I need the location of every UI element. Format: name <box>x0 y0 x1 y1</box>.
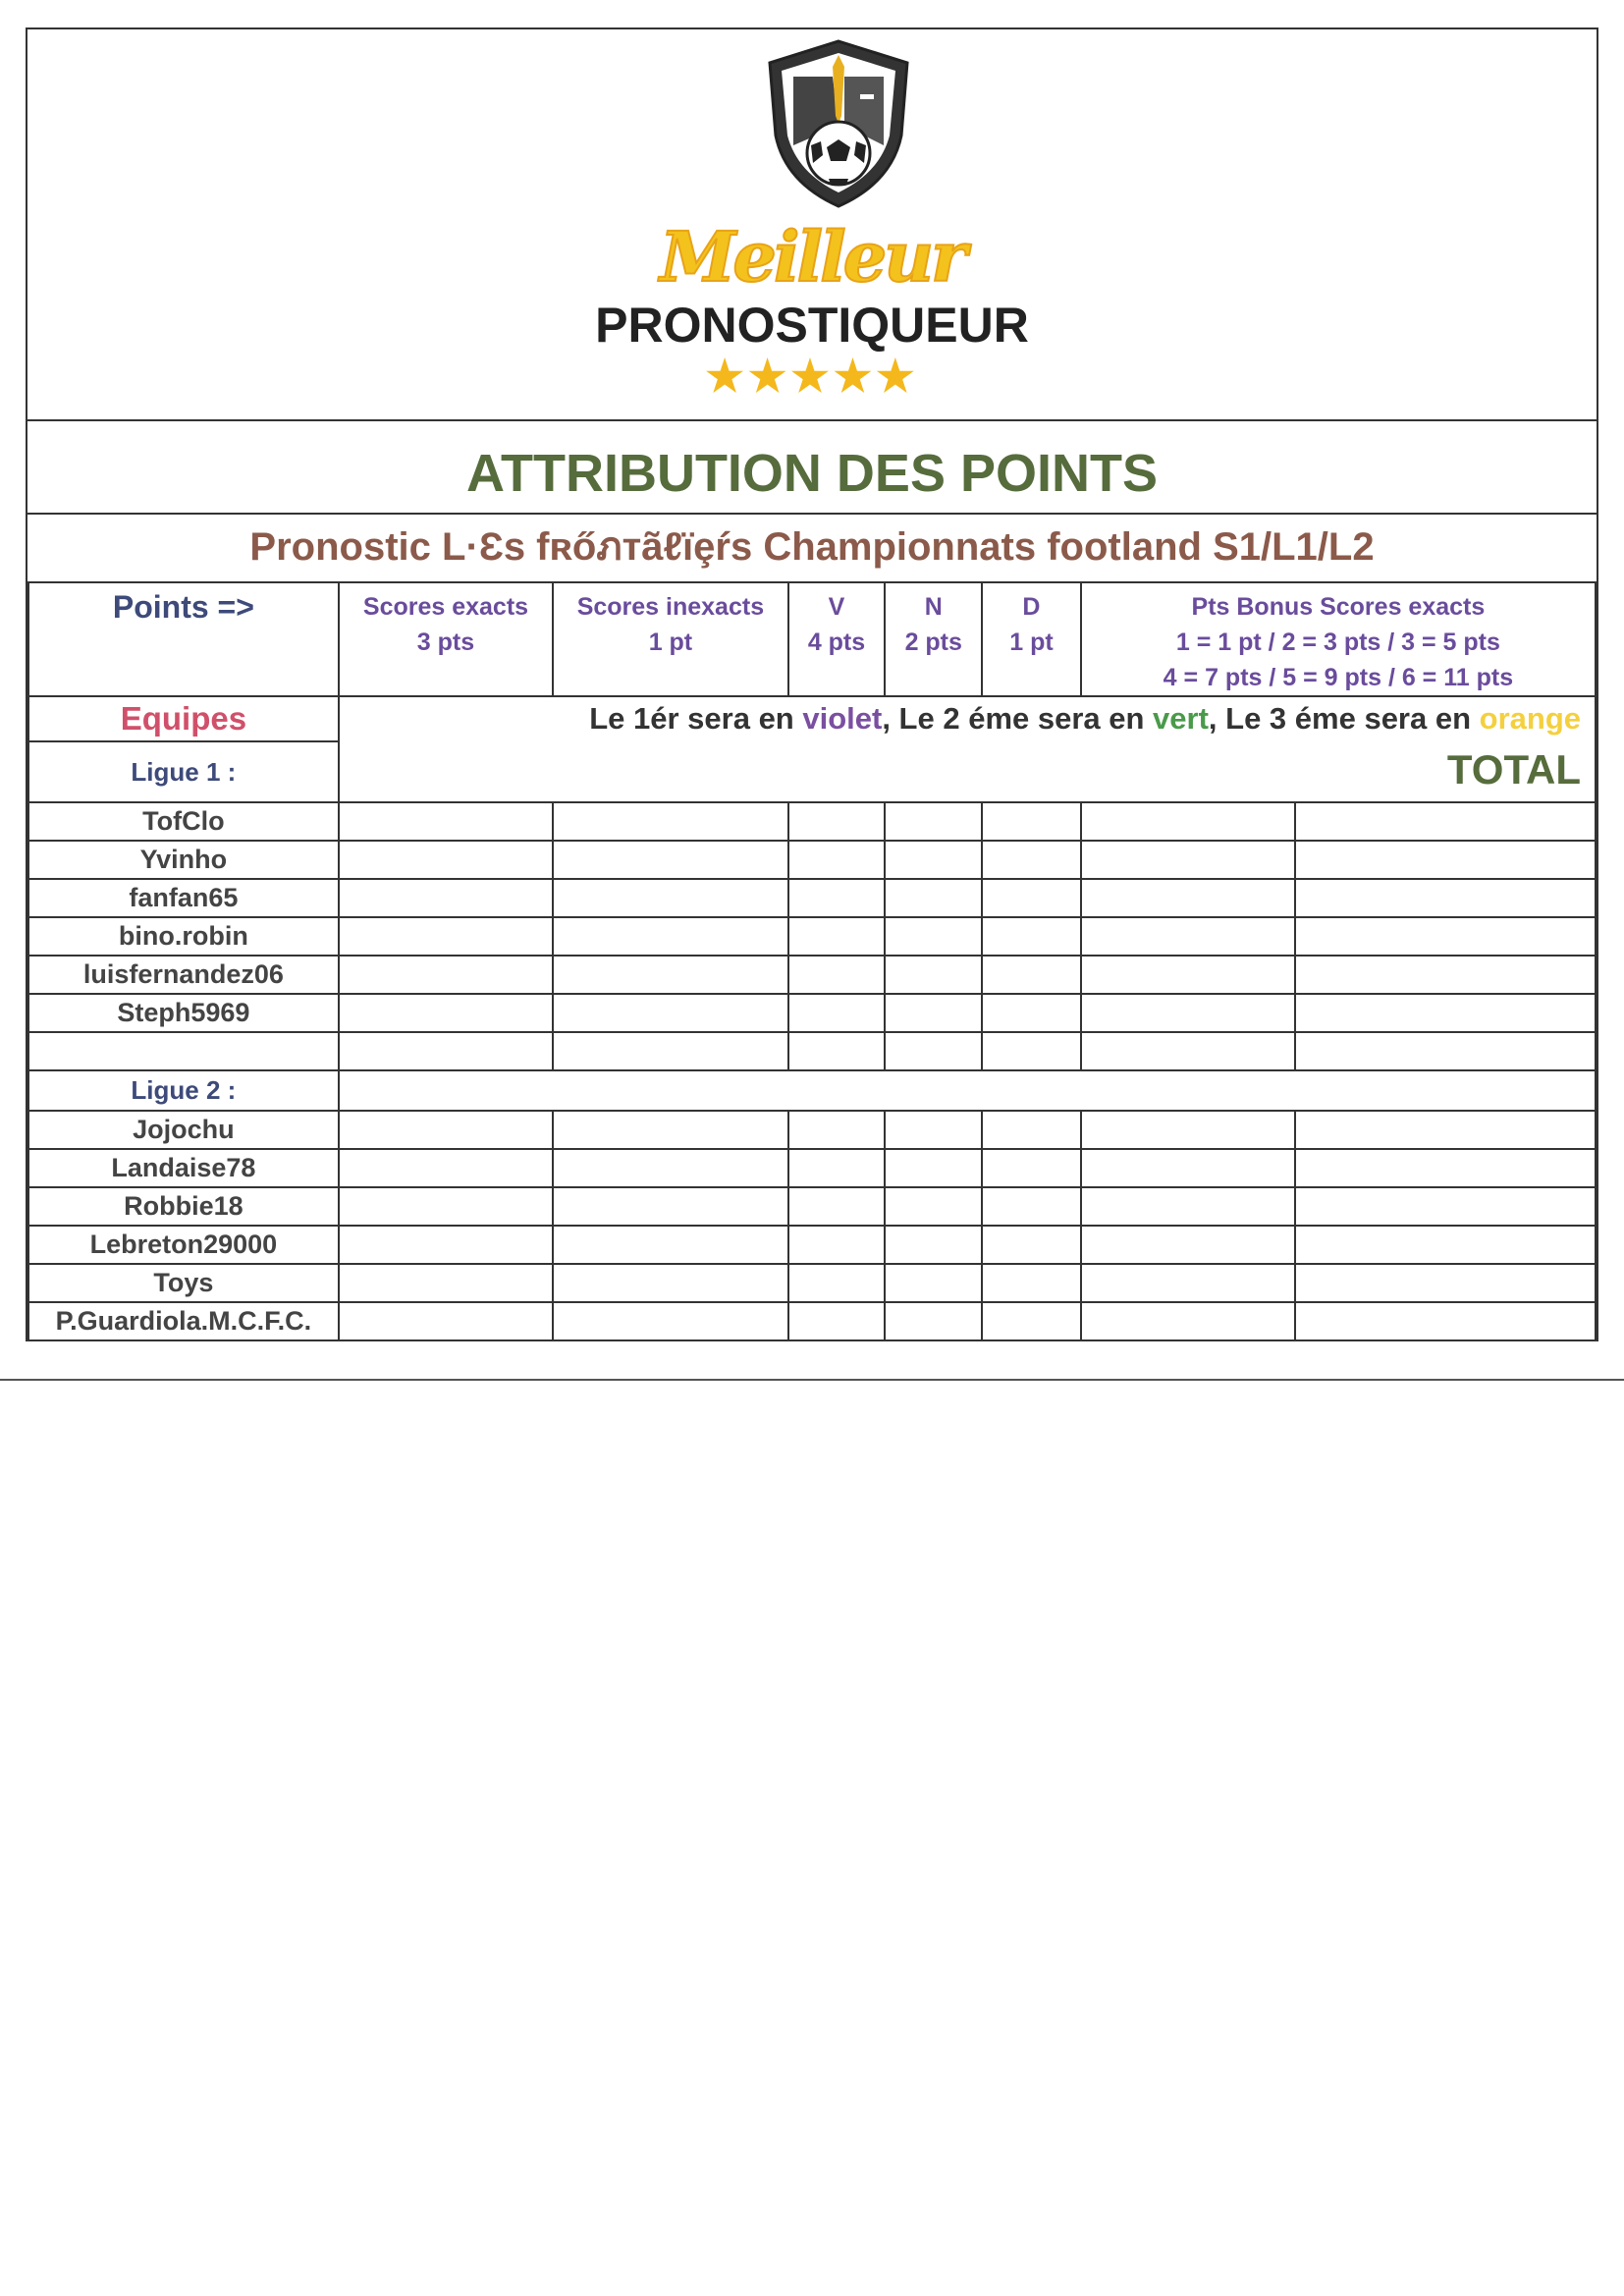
legend-orange: orange <box>1479 701 1581 736</box>
score-cell[interactable] <box>885 1302 982 1340</box>
header-pts: 1 pt <box>648 629 693 656</box>
score-cell[interactable] <box>982 1149 1081 1187</box>
table-row <box>28 1149 1596 1187</box>
score-cell[interactable] <box>788 1111 886 1149</box>
score-cell[interactable] <box>885 879 982 917</box>
score-cell[interactable] <box>553 1187 787 1226</box>
score-cell[interactable] <box>885 956 982 994</box>
table-row <box>28 994 1596 1032</box>
header-pts: 3 pts <box>416 629 475 656</box>
table-row <box>28 917 1596 956</box>
player-name: Landaise78 <box>28 1149 339 1187</box>
header-row <box>28 582 1596 696</box>
score-cell[interactable] <box>339 1149 553 1187</box>
table-row <box>28 802 1596 841</box>
score-cell[interactable] <box>1295 879 1596 917</box>
score-cell[interactable] <box>982 879 1081 917</box>
equipes-row <box>28 696 1596 741</box>
score-cell[interactable] <box>885 1264 982 1302</box>
header-pts: 1 pt <box>1009 629 1054 656</box>
score-cell[interactable] <box>1295 802 1596 841</box>
score-cell[interactable] <box>788 994 886 1032</box>
player-name: Toys <box>28 1264 339 1302</box>
player-name: luisfernandez06 <box>28 956 339 994</box>
shield-football-icon <box>764 37 913 209</box>
score-cell[interactable] <box>885 1149 982 1187</box>
score-cell[interactable] <box>885 994 982 1032</box>
score-cell[interactable] <box>339 1264 553 1302</box>
score-cell[interactable] <box>553 917 787 956</box>
score-cell[interactable] <box>553 1111 787 1149</box>
table-row <box>28 1264 1596 1302</box>
player-name: Lebreton29000 <box>28 1226 339 1264</box>
score-cell[interactable] <box>982 917 1081 956</box>
score-cell[interactable] <box>1081 1264 1295 1302</box>
score-cell[interactable] <box>1295 1032 1596 1070</box>
table-row <box>28 1187 1596 1226</box>
score-cell[interactable] <box>339 841 553 879</box>
score-cell[interactable] <box>788 1187 886 1226</box>
header-pts: 2 pts <box>904 629 962 656</box>
score-cell[interactable] <box>788 879 886 917</box>
legend-text: Le 1ér sera en <box>589 701 803 736</box>
score-cell[interactable] <box>788 1302 886 1340</box>
score-cell[interactable] <box>339 879 553 917</box>
score-cell[interactable] <box>1295 917 1596 956</box>
score-cell[interactable] <box>982 1111 1081 1149</box>
score-cell[interactable] <box>1295 841 1596 879</box>
score-cell[interactable] <box>553 1302 787 1340</box>
score-cell[interactable] <box>1081 802 1295 841</box>
player-name: Steph5969 <box>28 994 339 1032</box>
bonus-line: 4 = 7 pts / 5 = 9 pts / 6 = 11 pts <box>1163 664 1514 691</box>
score-cell[interactable] <box>553 994 787 1032</box>
score-cell[interactable] <box>885 1187 982 1226</box>
score-cell[interactable] <box>553 879 787 917</box>
score-cell[interactable] <box>885 1111 982 1149</box>
scoring-sheet <box>26 27 1598 1341</box>
score-cell[interactable] <box>553 1149 787 1187</box>
table-row <box>28 1302 1596 1340</box>
ligue2-spacer <box>339 1070 1596 1111</box>
table-row <box>28 956 1596 994</box>
table-row <box>28 1032 1596 1070</box>
logo <box>27 29 1597 419</box>
score-cell[interactable] <box>339 1187 553 1226</box>
score-cell[interactable] <box>553 1264 787 1302</box>
score-cell[interactable] <box>885 1226 982 1264</box>
header-scores-inexacts <box>553 582 787 696</box>
legend-text: , Le 2 éme sera en <box>882 701 1154 736</box>
score-cell[interactable] <box>982 1302 1081 1340</box>
score-cell[interactable] <box>1295 956 1596 994</box>
bonus-line: 1 = 1 pt / 2 = 3 pts / 3 = 5 pts <box>1175 629 1500 656</box>
score-cell[interactable] <box>982 1187 1081 1226</box>
player-name: bino.robin <box>28 917 339 956</box>
score-cell[interactable] <box>788 956 886 994</box>
header-n <box>885 582 982 696</box>
score-cell[interactable] <box>982 994 1081 1032</box>
score-cell[interactable] <box>1295 1187 1596 1226</box>
score-cell[interactable] <box>1081 956 1295 994</box>
legend-violet: violet <box>802 701 883 736</box>
logo-script-text: Meilleur <box>659 216 965 298</box>
score-cell[interactable] <box>788 841 886 879</box>
score-cell[interactable] <box>339 1302 553 1340</box>
table-row <box>28 841 1596 879</box>
header-label: N <box>924 593 943 621</box>
score-cell[interactable] <box>885 841 982 879</box>
score-cell[interactable] <box>788 1032 886 1070</box>
score-cell[interactable] <box>1081 841 1295 879</box>
score-cell[interactable] <box>1081 1187 1295 1226</box>
score-cell[interactable] <box>1081 1149 1295 1187</box>
header-label: D <box>1022 593 1041 621</box>
score-cell[interactable] <box>339 917 553 956</box>
header-d <box>982 582 1081 696</box>
score-cell[interactable] <box>982 1226 1081 1264</box>
header-label: Scores inexacts <box>576 593 765 621</box>
score-cell[interactable] <box>339 956 553 994</box>
score-cell[interactable] <box>1081 1302 1295 1340</box>
score-cell[interactable] <box>982 1264 1081 1302</box>
score-cell[interactable] <box>1081 994 1295 1032</box>
player-name: Yvinho <box>28 841 339 879</box>
header-pts: 4 pts <box>807 629 866 656</box>
score-cell[interactable] <box>1295 994 1596 1032</box>
score-cell[interactable] <box>553 802 787 841</box>
page-divider <box>0 1379 1624 1381</box>
page-title: ATTRIBUTION DES POINTS <box>465 444 1158 503</box>
score-cell[interactable] <box>553 1226 787 1264</box>
header-bonus <box>1081 582 1596 696</box>
player-name: Robbie18 <box>28 1187 339 1226</box>
header-v <box>788 582 886 696</box>
table-row <box>28 879 1596 917</box>
header-scores-exacts <box>339 582 553 696</box>
logo-brand-text: PRONOSTIQUEUR <box>595 298 1029 353</box>
divider <box>27 419 1597 421</box>
total-label: TOTAL <box>1446 746 1581 793</box>
score-cell[interactable] <box>982 1032 1081 1070</box>
score-cell[interactable] <box>339 1032 553 1070</box>
score-cell[interactable] <box>788 802 886 841</box>
header-label: Pts Bonus Scores exacts <box>1191 593 1486 621</box>
score-cell[interactable] <box>339 994 553 1032</box>
table-row <box>28 1111 1596 1149</box>
player-name: TofClo <box>28 802 339 841</box>
score-cell[interactable] <box>788 917 886 956</box>
ligue2-label: Ligue 2 : <box>28 1070 339 1111</box>
legend-vert: vert <box>1153 701 1209 736</box>
score-cell[interactable] <box>788 1226 886 1264</box>
score-cell[interactable] <box>788 1264 886 1302</box>
score-cell[interactable] <box>885 917 982 956</box>
points-table <box>27 581 1597 1341</box>
color-legend <box>339 696 1596 802</box>
score-cell[interactable] <box>553 841 787 879</box>
score-cell[interactable] <box>553 1032 787 1070</box>
player-name: P.Guardiola.M.C.F.C. <box>28 1302 339 1340</box>
score-cell[interactable] <box>1081 879 1295 917</box>
player-name: fanfan65 <box>28 879 339 917</box>
score-cell[interactable] <box>885 1032 982 1070</box>
score-cell[interactable] <box>982 841 1081 879</box>
subtitle: Pronostic L·Ɛs fʀőภтãℓïȩŕs Championnats footland S1/L1/L2 <box>249 525 1375 569</box>
score-cell[interactable] <box>1081 917 1295 956</box>
score-cell[interactable] <box>885 802 982 841</box>
star-rating-icon: ★★★★★ <box>705 353 919 401</box>
legend-text: , Le 3 éme sera en <box>1208 701 1480 736</box>
score-cell[interactable] <box>1295 1264 1596 1302</box>
score-cell[interactable] <box>553 956 787 994</box>
score-cell[interactable] <box>339 1226 553 1264</box>
score-cell[interactable] <box>1295 1302 1596 1340</box>
table-row <box>28 1226 1596 1264</box>
ligue1-label: Ligue 1 : <box>28 741 339 802</box>
player-name: Jojochu <box>28 1111 339 1149</box>
header-label: V <box>828 593 845 621</box>
equipes-label: Equipes <box>28 696 339 741</box>
player-name <box>28 1032 339 1070</box>
score-cell[interactable] <box>1081 1226 1295 1264</box>
score-cell[interactable] <box>788 1149 886 1187</box>
score-cell[interactable] <box>1081 1111 1295 1149</box>
score-cell[interactable] <box>982 802 1081 841</box>
score-cell[interactable] <box>982 956 1081 994</box>
score-cell[interactable] <box>1295 1226 1596 1264</box>
points-label: Points => <box>28 582 339 696</box>
score-cell[interactable] <box>339 802 553 841</box>
score-cell[interactable] <box>1295 1149 1596 1187</box>
header-label: Scores exacts <box>362 593 529 621</box>
score-cell[interactable] <box>1081 1032 1295 1070</box>
score-cell[interactable] <box>1295 1111 1596 1149</box>
score-cell[interactable] <box>339 1111 553 1149</box>
